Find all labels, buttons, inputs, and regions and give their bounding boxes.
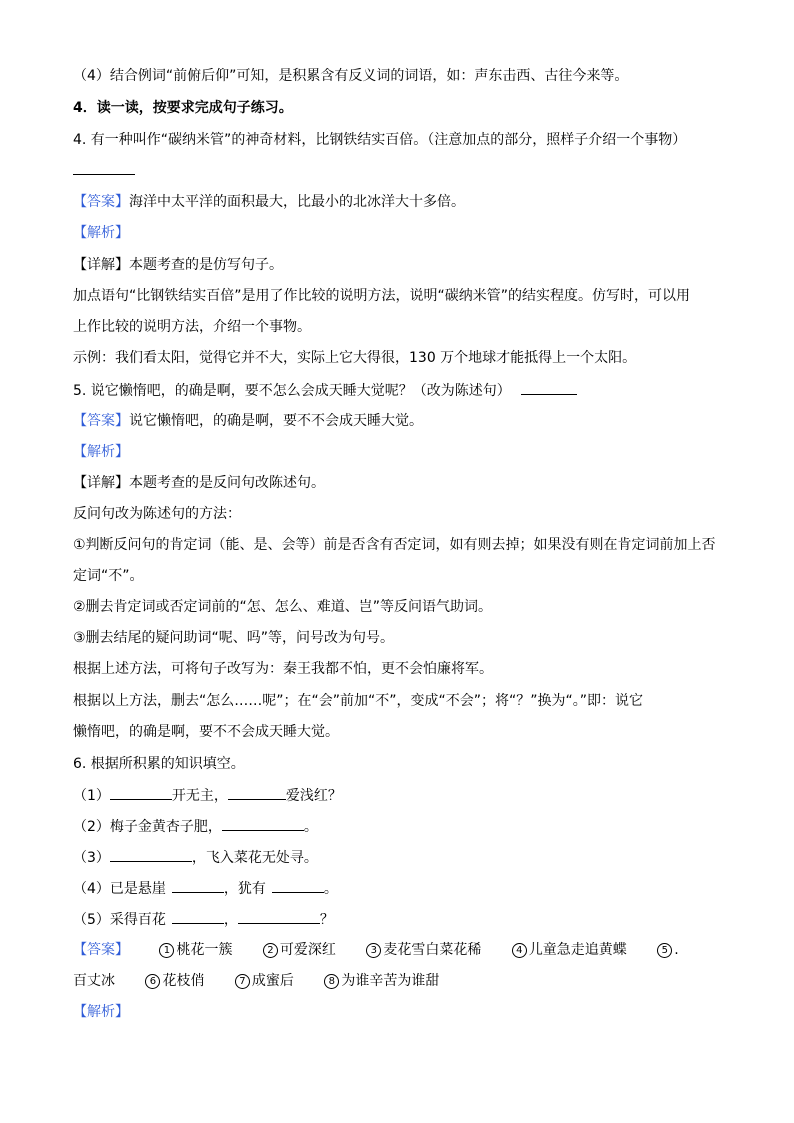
analysis-tag: 【解析】 xyxy=(73,1004,129,1020)
q6-answer: 5 . xyxy=(657,942,678,958)
q6-blank xyxy=(272,878,324,893)
answer-tag: 【答案】 xyxy=(73,942,129,958)
q4-explain-1: 加点语句“比钢铁结实百倍”是用了作比较的说明方法，说明“碳纳米管”的结实程度。仿写时，可以用 xyxy=(73,288,691,304)
q5-method-1a: ①判断反问句的肯定词（能、是、会等）前是否含有否定词，如有则去掉；如果没有则在肯定词前加上否 xyxy=(73,537,716,553)
detail-tag: 【详解】 xyxy=(73,475,129,491)
section-heading: 4．读一读，按要求完成句子练习。 xyxy=(73,100,293,116)
q6-blank xyxy=(172,909,224,924)
q6-item-3-text: ，飞入菜花无处寻。 xyxy=(191,850,318,866)
q5-prompt-line xyxy=(73,380,577,401)
q6-item-1 xyxy=(73,785,342,806)
q6-prompt: 6. 根据所积累的知识填空。 xyxy=(73,756,245,772)
q5-answer: 说它懒惰吧，的确是啊，要不不会成天睡大觉。 xyxy=(129,413,423,429)
q6-item-5-end: ？ xyxy=(319,912,334,928)
q5-detail-line xyxy=(73,473,325,493)
q5-method-title: 反问句改为陈述句的方法： xyxy=(73,506,241,522)
q4-blank-line xyxy=(73,160,135,181)
q6-blank xyxy=(228,785,286,800)
analysis-tag: 【解析】 xyxy=(73,225,129,241)
q6-item-3 xyxy=(73,847,318,868)
q6-item-4-mid: ，犹有 xyxy=(223,881,266,897)
q6-item-1-num: （1） xyxy=(73,788,110,804)
q6-answer: 百丈冰 xyxy=(73,973,115,989)
q6-answer: 1 桃花一簇 xyxy=(159,942,232,958)
answer-tag: 【答案】 xyxy=(73,413,129,429)
q6-item-4-end: 。 xyxy=(323,881,338,897)
q6-answer-line-2 xyxy=(73,971,439,991)
q6-item-5-mid: ， xyxy=(223,912,238,928)
q6-answer: 3 麦花雪白菜花稀 xyxy=(366,942,481,958)
q4-prompt: 4. 有一种叫作“碳纳米管”的神奇材料，比钢铁结实百倍。（注意加点的部分，照样子介绍一个事物） xyxy=(73,132,687,148)
q5-method-2: ②删去肯定词或否定词前的“怎、怎么、难道、岂”等反问语气助词。 xyxy=(73,599,493,615)
detail-tag: 【详解】 xyxy=(73,257,129,273)
q6-answer-line-1 xyxy=(73,940,679,960)
q6-item-5 xyxy=(73,909,334,930)
q-prev-line4: （4）结合例词“前俯后仰”可知，是积累含有反义词的词语，如：声东击西、古往今来等。 xyxy=(73,68,629,84)
q6-item-4-text: （4）已是悬崖 xyxy=(73,881,166,897)
q6-item-3-num: （3） xyxy=(73,850,110,866)
q5-final-a: 根据以上方法，删去“怎么……呢”；在“会”前加“不”，变成“不会”；将“？”换为“。”即：说它 xyxy=(73,693,644,709)
q6-blank xyxy=(238,909,320,924)
q6-item-1-text: 开无主， xyxy=(171,788,228,804)
q5-method-3: ③删去结尾的疑问助词“呢、吗”等，问号改为句号。 xyxy=(73,630,395,646)
q5-blank xyxy=(521,380,577,395)
q4-answer: 海洋中太平洋的面积最大，比最小的北冰洋大十多倍。 xyxy=(129,194,465,210)
q4-explain-2: 上作比较的说明方法，介绍一个事物。 xyxy=(73,319,311,335)
q6-blank xyxy=(172,878,224,893)
q6-item-4 xyxy=(73,878,338,899)
q5-method-1b: 定词“不”。 xyxy=(73,568,144,584)
q6-blank xyxy=(222,816,304,831)
q6-blank xyxy=(110,847,192,862)
q6-item-2-end: 。 xyxy=(303,819,318,835)
q6-answer: 4 儿童急走追黄蝶 xyxy=(512,942,627,958)
q6-item-1-end: 爱浅红？ xyxy=(285,788,342,804)
q6-answer: 8 为谁辛苦为谁甜 xyxy=(324,973,439,989)
q5-answer-line xyxy=(73,411,423,431)
q6-blank xyxy=(110,785,172,800)
q5-final-b: 懒惰吧，的确是啊，要不不会成天睡大觉。 xyxy=(73,724,339,740)
analysis-tag: 【解析】 xyxy=(73,444,129,460)
q6-item-2 xyxy=(73,816,318,837)
q6-item-5-text: （5）采得百花 xyxy=(73,912,166,928)
q5-detail: 本题考查的是反问句改陈述句。 xyxy=(129,475,325,491)
q6-answer: 6 花枝俏 xyxy=(145,973,204,989)
answer-tag: 【答案】 xyxy=(73,194,129,210)
q6-item-2-text: （2）梅子金黄杏子肥， xyxy=(73,819,222,835)
q6-answer: 7 成蜜后 xyxy=(235,973,294,989)
q5-prompt: 5. 说它懒惰吧，的确是啊，要不怎么会成天睡大觉呢？（改为陈述句） xyxy=(73,383,511,399)
q5-example: 根据上述方法，可将句子改写为：秦王我都不怕，更不会怕廉将军。 xyxy=(73,661,493,677)
q4-example: 示例：我们看太阳，觉得它并不大，实际上它大得很，130 万个地球才能抵得上一个太阳。 xyxy=(73,350,637,366)
q4-detail: 本题考查的是仿写句子。 xyxy=(129,257,283,273)
q4-detail-line xyxy=(73,255,283,275)
q4-answer-line xyxy=(73,192,465,212)
q6-answer: 2 可爱深红 xyxy=(263,942,336,958)
